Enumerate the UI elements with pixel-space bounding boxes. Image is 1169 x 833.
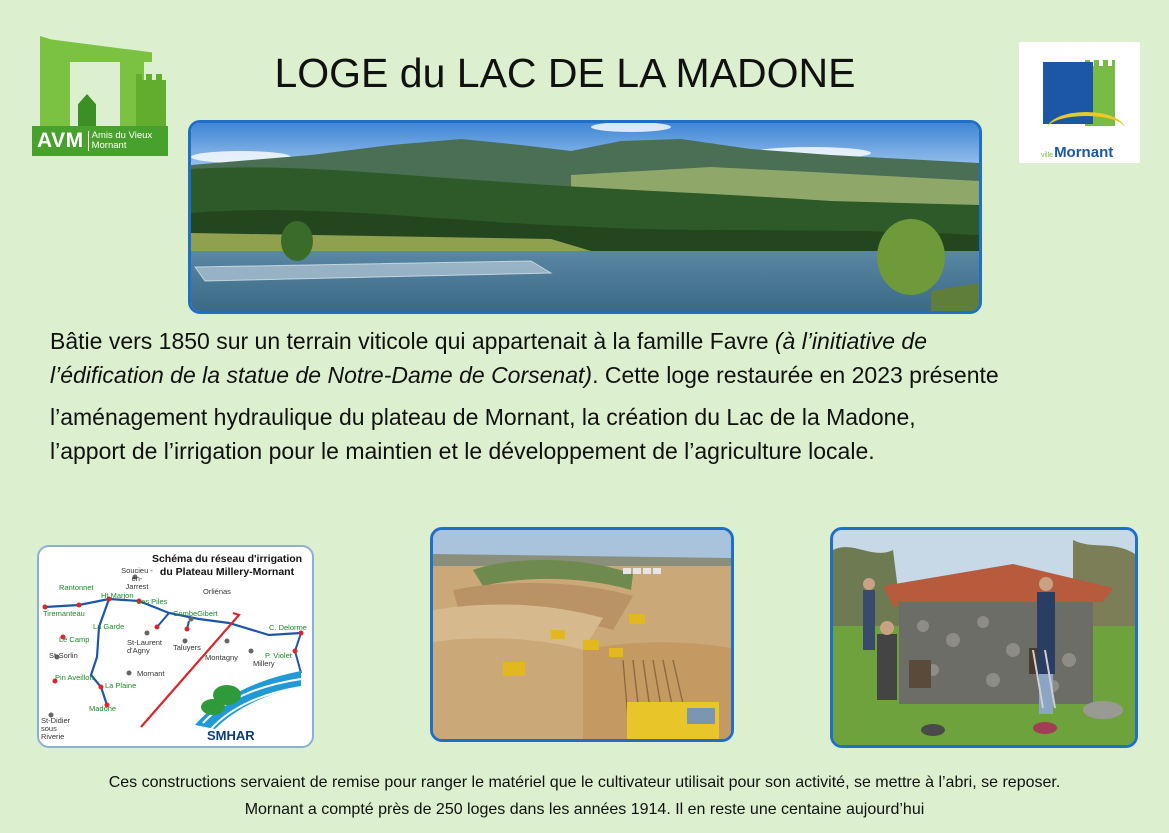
paragraph-line-3: l’aménagement hydraulique du plateau de Mornant, la création du Lac de la Madone, <box>50 404 916 430</box>
map-place: Madone <box>89 704 117 713</box>
map-title-line2: du Plateau Millery-Mornant <box>159 566 295 578</box>
page-title: LOGE du LAC DE LA MADONE <box>274 50 856 96</box>
avm-logo <box>32 36 168 156</box>
map-place: Ht Marjon <box>101 591 134 600</box>
map-place: CombeGibert <box>173 609 218 618</box>
map-place: Mornant <box>137 669 165 678</box>
map-place: P. Violet <box>265 651 292 660</box>
footer-line-2: Mornant a compté près de 250 loges dans les années 1914. Il en reste une centaine aujourd’hui <box>244 801 925 818</box>
map-place: Tiremanteau <box>43 609 85 618</box>
paragraph-line-1: Bâtie vers 1850 sur un terrain viticole qui appartenait à la famille Favre (à l’initiative de <box>50 328 928 354</box>
avm-logo-abbr: AVM <box>37 129 84 152</box>
map-place: Le Camp <box>59 635 90 644</box>
lake-photo <box>188 120 982 314</box>
map-place: La Garde <box>93 622 125 631</box>
map-place: Montagny <box>205 653 238 662</box>
avm-logo-line2: Mornant <box>91 140 127 151</box>
mornant-logo-name: Mornant <box>1054 144 1114 161</box>
restoration-photo <box>830 527 1138 748</box>
map-place: Rantonnet <box>59 583 94 592</box>
irrigation-map <box>37 545 314 748</box>
map-place: Millery <box>253 659 275 668</box>
map-place: St-Laurent d'Agny <box>127 638 163 655</box>
map-place: Soucieu -en-Jarrest <box>121 566 153 591</box>
footer-line-1: Ces constructions servaient de remise pour ranger le matériel que le cultivateur utilisait pour son activité, se mettre à l’abri, se reposer. <box>108 774 1061 791</box>
map-place: C. Delorme <box>269 623 307 632</box>
map-place: St-Sorlin <box>49 651 78 660</box>
paragraph-line-2: l’édification de la statue de Notre-Dame de Corsenat). Cette loge restaurée en 2023 présente <box>50 362 999 388</box>
paragraph-line-4: l’apport de l’irrigation pour le maintien et le développement de l’agriculture locale. <box>50 438 875 464</box>
map-place: Taluyers <box>173 643 201 652</box>
map-place: St-Didier sous Riverie <box>41 716 71 741</box>
map-place: La Plaine <box>105 681 137 690</box>
mornant-logo-prefix: ville <box>1041 152 1054 159</box>
footer-text <box>0 769 1169 823</box>
smhar-logo-text: SMHAR <box>207 728 255 743</box>
map-title-line1: Schéma du réseau d'irrigation <box>151 553 303 565</box>
map-place: Les Piles <box>137 597 168 606</box>
map-place: Pin Aveillon <box>55 673 94 682</box>
map-place: Orliénas <box>203 587 231 596</box>
main-description <box>50 324 1150 468</box>
mornant-logo <box>1019 42 1140 163</box>
avm-logo-line1: Amis du Vieux <box>91 130 153 141</box>
construction-photo <box>430 527 734 742</box>
